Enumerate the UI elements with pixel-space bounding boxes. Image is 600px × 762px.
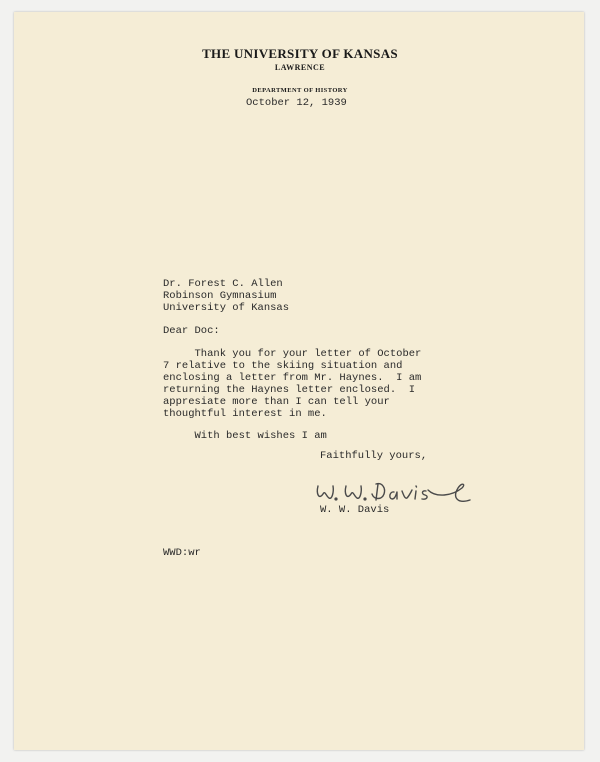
salutation: Dear Doc: [163,325,220,337]
body-line: Thank you for your letter of October [163,348,422,360]
body-line: enclosing a letter from Mr. Haynes. I am [163,372,422,384]
recipient-address-line: Robinson Gymnasium [163,290,277,302]
body-line: thoughtful interest in me. [163,408,327,420]
letter-date: October 12, 1939 [246,97,347,109]
body-line: 7 relative to the skiing situation and [163,360,403,372]
letterhead-department: DEPARTMENT OF HISTORY [252,87,348,94]
body-line: appresiate more than I can tell your [163,396,390,408]
letterhead-university: THE UNIVERSITY OF KANSAS [202,46,398,61]
body-line: returning the Haynes letter enclosed. I [163,384,416,396]
recipient-name: Dr. Forest C. Allen [163,278,283,290]
closing-line: With best wishes I am [163,430,327,442]
typist-initials: WWD:wr [163,547,201,559]
letterhead-city: LAWRENCE [274,63,326,72]
recipient-address-line: University of Kansas [163,302,290,314]
valediction: Faithfully yours, [320,450,428,462]
signer-name: W. W. Davis [320,504,390,516]
